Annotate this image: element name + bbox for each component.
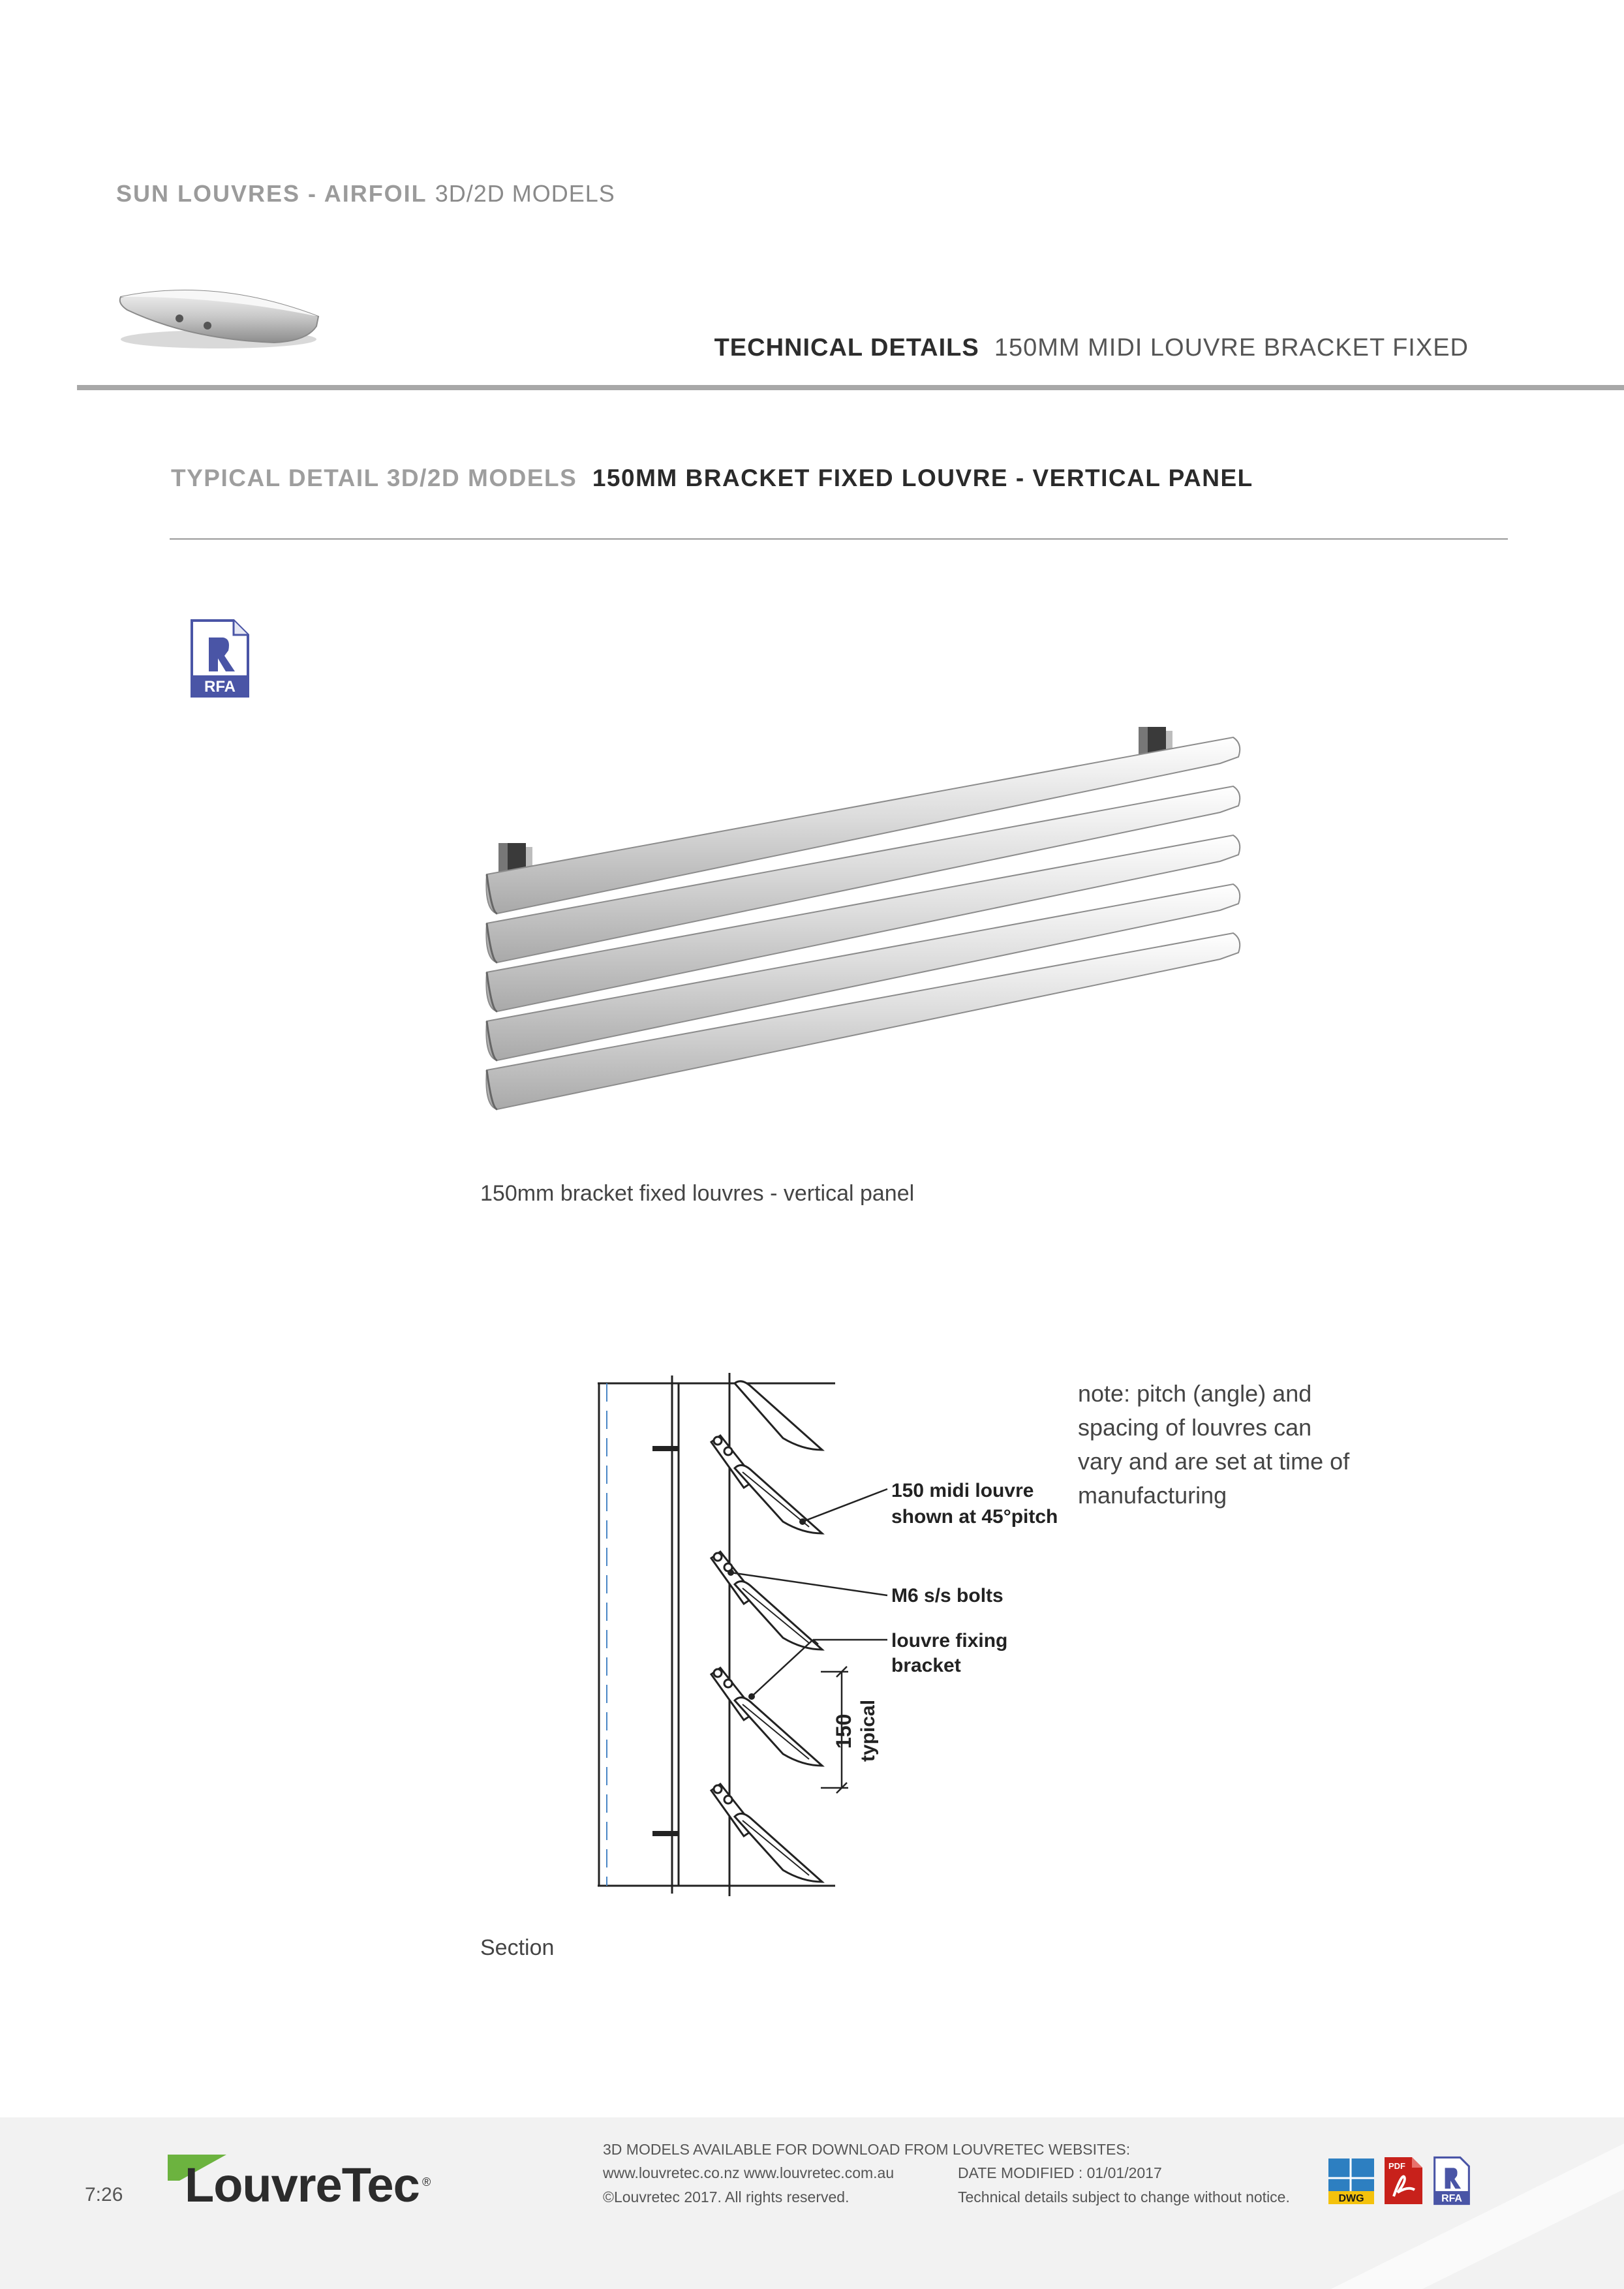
figure2-caption: Section xyxy=(480,1935,555,1960)
footer-copyright: ©Louvretec 2017. All rights reserved. xyxy=(603,2189,850,2205)
subhead-label: TYPICAL DETAIL 3D/2D MODELS xyxy=(171,465,577,491)
technical-details-title xyxy=(714,334,1469,362)
bracket-and-blade xyxy=(711,1552,822,1650)
tech-product: 150MM MIDI LOUVRE BRACKET FIXED xyxy=(994,334,1469,361)
dwg-icon-label: DWG xyxy=(1338,2193,1364,2204)
subhead-title: 150MM BRACKET FIXED LOUVRE - VERTICAL PANEL xyxy=(592,465,1253,491)
wall-fixing-lugs xyxy=(652,1446,679,1836)
rfa-footer-icon-label: RFA xyxy=(1441,2192,1462,2204)
footer-swoosh xyxy=(1240,2117,1624,2289)
top-blade-partial xyxy=(735,1381,822,1450)
louvre-panel-3d-render xyxy=(470,718,1279,1122)
pdf-icon-label: PDF xyxy=(1388,2161,1405,2171)
label-bolts: M6 s/s bolts xyxy=(891,1585,1004,1606)
section-subheading xyxy=(171,465,1253,492)
rfa-icon-label: RFA xyxy=(204,678,236,696)
rfa-footer-icon[interactable] xyxy=(1433,2156,1471,2205)
louvre-section-drawing xyxy=(587,1370,1083,1905)
pdf-download-icon[interactable] xyxy=(1382,2155,1425,2207)
label-bracket-2: bracket xyxy=(891,1655,961,1676)
section-divider xyxy=(170,538,1508,540)
logo-text: LouvreTec xyxy=(185,2158,420,2212)
section-note: note: pitch (angle) and spacing of louvres can vary and are set at time of manufacturing xyxy=(1078,1380,1350,1509)
header-kicker xyxy=(116,180,615,207)
page-number: 7:26 xyxy=(85,2184,123,2205)
dimension-value: 150 xyxy=(832,1713,855,1749)
footer-date-modified: DATE MODIFIED : 01/01/2017 xyxy=(958,2164,1162,2181)
bracket-and-blade xyxy=(711,1436,822,1533)
tech-label: TECHNICAL DETAILS xyxy=(714,334,979,361)
logo-registered-mark: ® xyxy=(422,2175,431,2189)
header-divider xyxy=(77,385,1624,390)
label-louvre-2: shown at 45°pitch xyxy=(891,1506,1058,1528)
label-louvre-1: 150 midi louvre xyxy=(891,1480,1034,1501)
figure1-caption: 150mm bracket fixed louvres - vertical panel xyxy=(480,1181,915,1206)
louvretec-logo[interactable] xyxy=(166,2148,440,2213)
dimension-note: typical xyxy=(857,1699,879,1762)
label-bracket-1: louvre fixing xyxy=(891,1630,1008,1651)
footer-websites[interactable]: www.louvretec.co.nz www.louvretec.com.au xyxy=(603,2164,895,2181)
bracket-and-blade xyxy=(711,1784,822,1882)
kicker-product: SUN LOUVRES - AIRFOIL xyxy=(116,180,427,207)
footer-disclaimer: Technical details subject to change without notice. xyxy=(958,2189,1290,2205)
dwg-download-icon[interactable] xyxy=(1327,2157,1375,2205)
footer-download-line: 3D MODELS AVAILABLE FOR DOWNLOAD FROM LOUVRETEC WEBSITES: xyxy=(603,2141,1131,2158)
kicker-models: 3D/2D MODELS xyxy=(435,180,615,207)
rfa-download-icon[interactable] xyxy=(189,618,251,699)
louvre-thumbnail-image xyxy=(111,271,326,356)
